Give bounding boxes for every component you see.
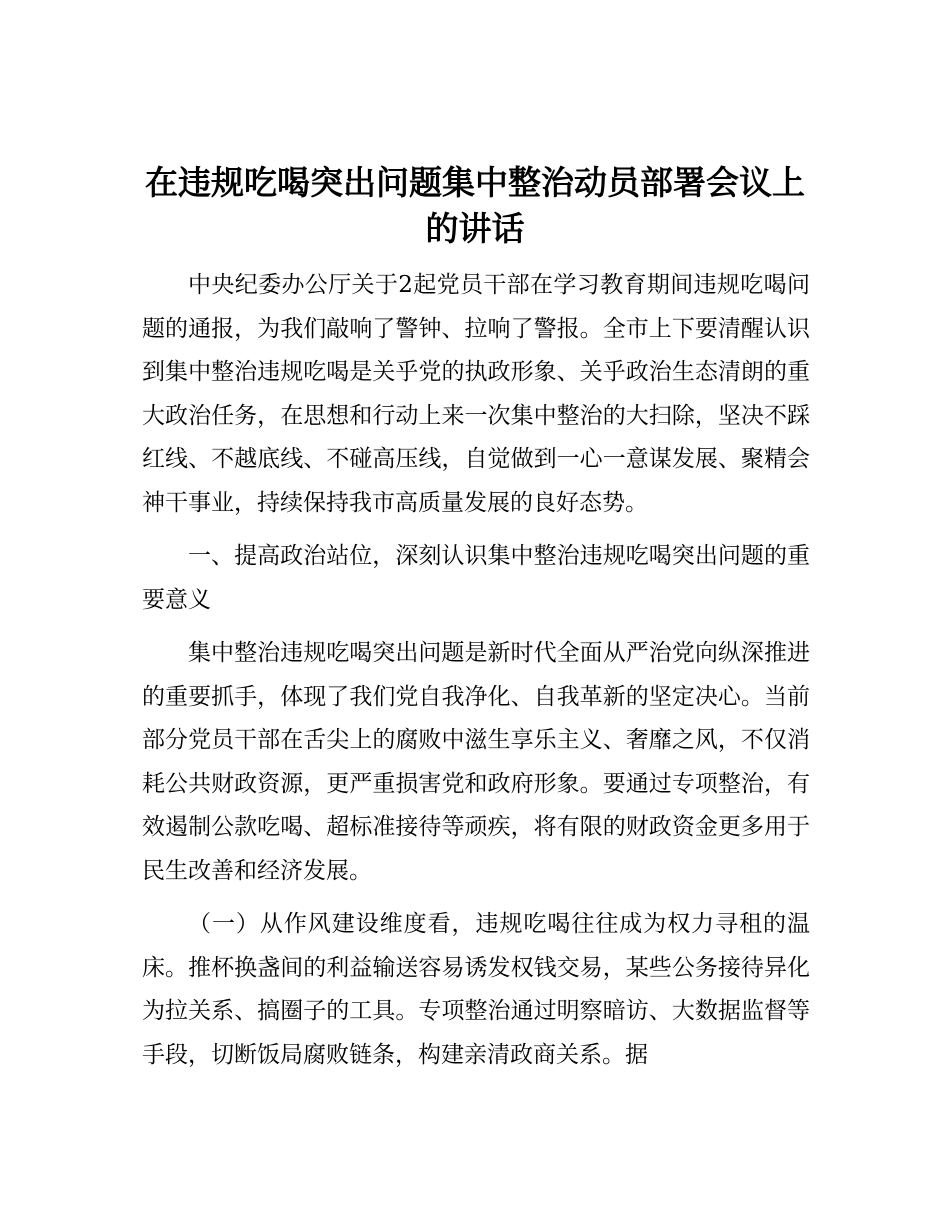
document-title: 在违规吃喝突出问题集中整治动员部署会议上的讲话 (145, 163, 805, 248)
subsection-one: （一）从作风建设维度看，违规吃喝往往成为权力寻租的温床。推杯换盏间的利益输送容易诱发权钱交易，某些公务接待异化为拉关系、搞圈子的工具。专项整治通过明察暗访、大数据监督等手段，切断饭局腐败链条，构建亲清政商关系。据 (142, 911, 810, 1068)
section-heading-one: 一、提高政治站位，深刻认识集中整治违规吃喝突出问题的重要意义 (142, 543, 810, 613)
paragraph-intro: 中央纪委办公厅关于2起党员干部在学习教育期间违规吃喝问题的通报，为我们敲响了警钟、拉响了警报。全市上下要清醒认识到集中整治违规吃喝是关乎党的执政形象、关乎政治生态清朗的重大政治任务，在思想和行动上来一次集中整治的大扫除，坚决不踩红线、不越底线、不碰高压线，自觉做到一心一意谋发展、聚精会神干事业，持续保持我市高质量发展的良好态势。 (142, 272, 810, 516)
paragraph-significance: 集中整治违规吃喝突出问题是新时代全面从严治党向纵深推进的重要抓手，体现了我们党自我净化、自我革新的坚定决心。当前部分党员干部在舌尖上的腐败中滋生享乐主义、奢靡之风，不仅消耗公共财政资源，更严重损害党和政府形象。要通过专项整治，有效遏制公款吃喝、超标准接待等顽疾，将有限的财政资金更多用于民生改善和经济发展。 (142, 640, 810, 884)
document-body (142, 264, 810, 1087)
